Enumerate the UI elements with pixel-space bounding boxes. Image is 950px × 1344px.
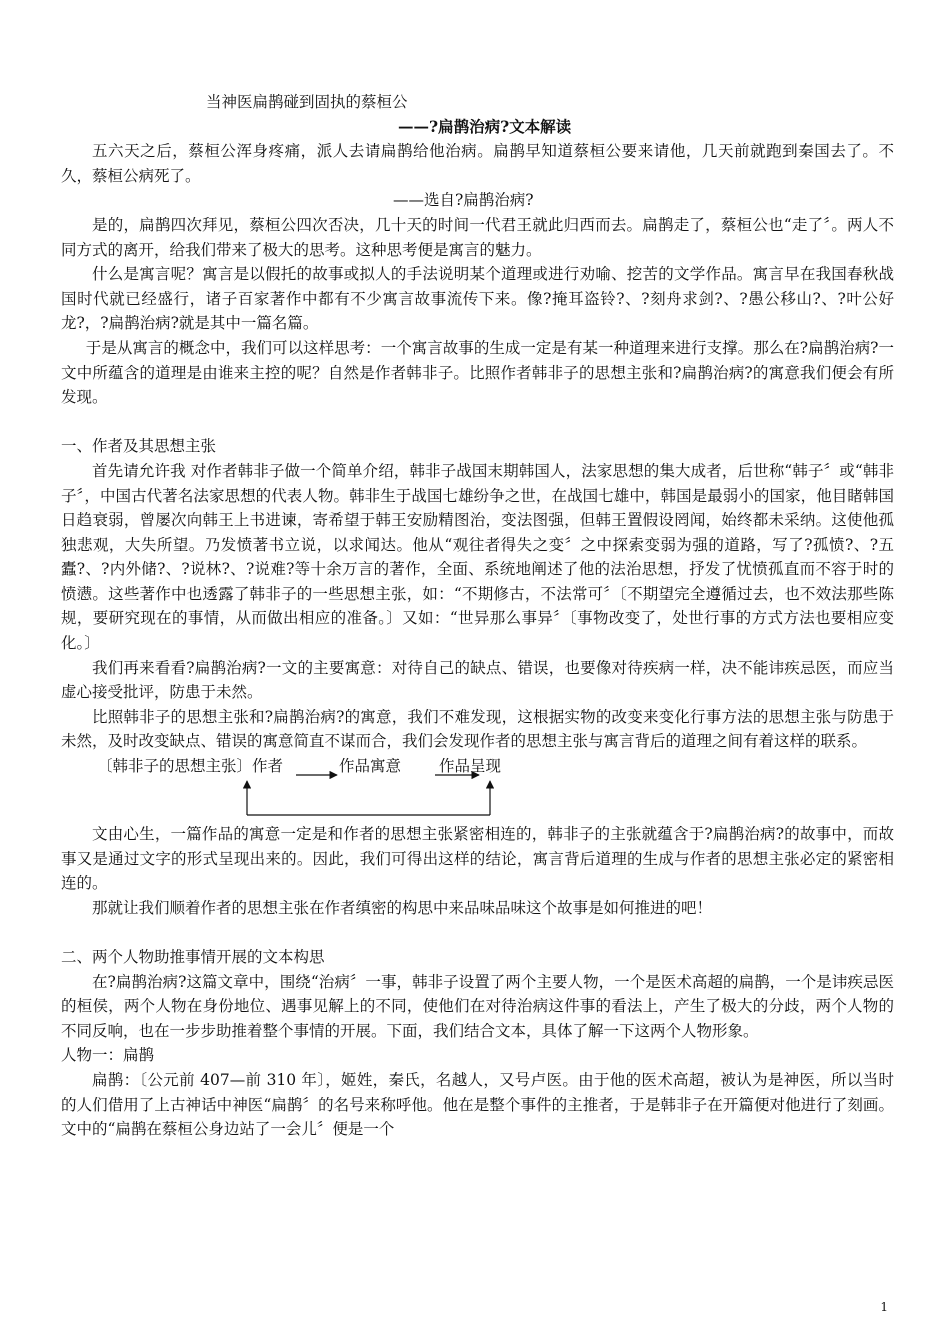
quote-source: ——选自?扁鹊治病? [393, 191, 534, 210]
person-text: 扁鹊：〔公元前 407—前 310 年〕，姬姓，秦氏，名越人，又号卢医。由于他的医术高超，被认为是神医，所以当时的人们借用了上古神话中神医“扁鹊〞的名号来称呼他。他在是整个事件的主推者，于是韩非子在开篇便对他进行了刻画。文中的“扁鹊在蔡桓公身边站了一会儿〞便是一个 [61, 1070, 894, 1139]
opening-quote: 五六天之后，蔡桓公浑身疼痛，派人去请扁鹊给他治病。扁鹊早知道蔡桓公要来请他，几天前就跑到秦国去了。不久，蔡桓公病死了。 [61, 142, 894, 185]
section1-paragraph-3: 比照韩非子的思想主张和?扁鹊治病?的寓意，我们不难发现，这根据实物的改变来变化行事方法的思想主张与防患于未然，及时改变缺点、错误的寓意简直不谋而合，我们会发现作者的思想主张与寓言背后的道理之间有着这样的联系。 [61, 707, 894, 751]
person-heading: 人物一：扁鹊 [61, 1046, 155, 1065]
document-body [61, 90, 894, 1142]
relationship-diagram [61, 754, 894, 822]
intro-paragraph-1: 是的，扁鹊四次拜见，蔡桓公四次否决，几十天的时间一代君王就此归西而去。扁鹊走了，蔡桓公也“走了〞。两人不同方式的离开，给我们带来了极大的思考。这种思考便是寓言的魅力。 [61, 215, 894, 259]
diagram-label-author: 〔韩非子的思想主张〕作者 [97, 757, 284, 776]
section1-after-1: 文由心生，一篇作品的寓意一定是和作者的思想主张紧密相连的，韩非子的主张就蕴含于?扁鹊治病?的故事中，而故事又是通过文字的形式呈现出来的。因此，我们可得出这样的结论，寓言背后道理的生成与作者的思想主张必定的紧密相连的。 [61, 825, 894, 893]
intro-paragraph-3: 于是从寓言的概念中，我们可以这样思考：一个寓言故事的生成一定是有某一种道理来进行支撑。那么在?扁鹊治病?一文中所蕴含的道理是由谁来主控的呢？自然是作者韩非子。比照作者韩非子的思想主张和?扁鹊治病?的寓意我们便会有所发现。 [61, 338, 894, 407]
section1-after-2: 那就让我们顺着作者的思想主张在作者缜密的构思中来品味品味这个故事是如何推进的吧！ [92, 898, 713, 917]
diagram-arrows [61, 754, 894, 822]
section2-heading: 二、两个人物助推事情开展的文本构思 [61, 948, 325, 966]
section2-paragraph: 在?扁鹊治病?这篇文章中，围绕“治病〞一事，韩非子设置了两个主要人物，一个是医术高超的扁鹊，一个是讳疾忌医的桓侯，两个人物在身份地位、遇事见解上的不同，使他们在对待治病这件事的看法上，产生了极大的分歧，两个人物的不同反响，也在一步步助推着整个事情的开展。下面，我们结合文本，具体了解一下这两个人物形象。 [61, 972, 894, 1040]
section1-heading: 一、作者及其思想主张 [61, 437, 217, 456]
document-subtitle: ——?扁鹊治病?文本解读 [398, 116, 572, 136]
intro-paragraph-2: 什么是寓言呢？寓言是以假托的故事或拟人的手法说明某个道理或进行劝喻、挖苦的文学作品。寓言早在我国春秋战国时代就已经盛行，诸子百家著作中都有不少寓言故事流传下来。像?掩耳盗铃?、?刻舟求剑?、?愚公移山?、?叶公好龙?，?扁鹊治病?就是其中一篇名篇。 [61, 265, 894, 333]
section1-paragraph-1: 首先请允许我 对作者韩非子做一个简单介绍，韩非子战国末期韩国人，法家思想的集大成者，后世称“韩子〞或“韩非子〞，中国古代著名法家思想的代表人物。韩非生于战国七雄纷争之世，在战国七雄中，韩国是最弱小的国家，他目睹韩国日趋衰弱，曾屡次向韩王上书进谏，寄希望于韩王安励精图治，变法图强，但韩王置假设罔闻，始终都未采纳。这使他孤独悲观，大失所望。乃发愤著书立说，以求闻达。他从“观往者得失之变〞之中探索变弱为强的道路，写了?孤愤?、?五蠹?、?内外储?、?说林?、?说难?等十余万言的著作，全面、系统地阐述了他的法治思想，抒发了忧愤孤直而不容于时的愤懑。这些著作中也透露了韩非子的一些思想主张，如：“不期修古，不法常可〞〔不期望完全遵循过去，也不效法那些陈规，要研究现在的事情，从而做出相应的准备。〕又如：“世异那么事异〞〔事物改变了，处世行事的方式方法也要相应变化。〕 [61, 461, 894, 653]
document-title: 当神医扁鹊碰到固执的蔡桓公 [206, 93, 408, 111]
diagram-label-meaning: 作品寓意 [339, 757, 402, 776]
section1-paragraph-2: 我们再来看看?扁鹊治病?一文的主要寓意：对待自己的缺点、错误，也要像对待疾病一样，决不能讳疾忌医，而应当虚心接受批评，防患于未然。 [61, 658, 894, 702]
diagram-label-presentation: 作品呈现 [439, 757, 502, 776]
page-number: 1 [880, 1300, 888, 1314]
